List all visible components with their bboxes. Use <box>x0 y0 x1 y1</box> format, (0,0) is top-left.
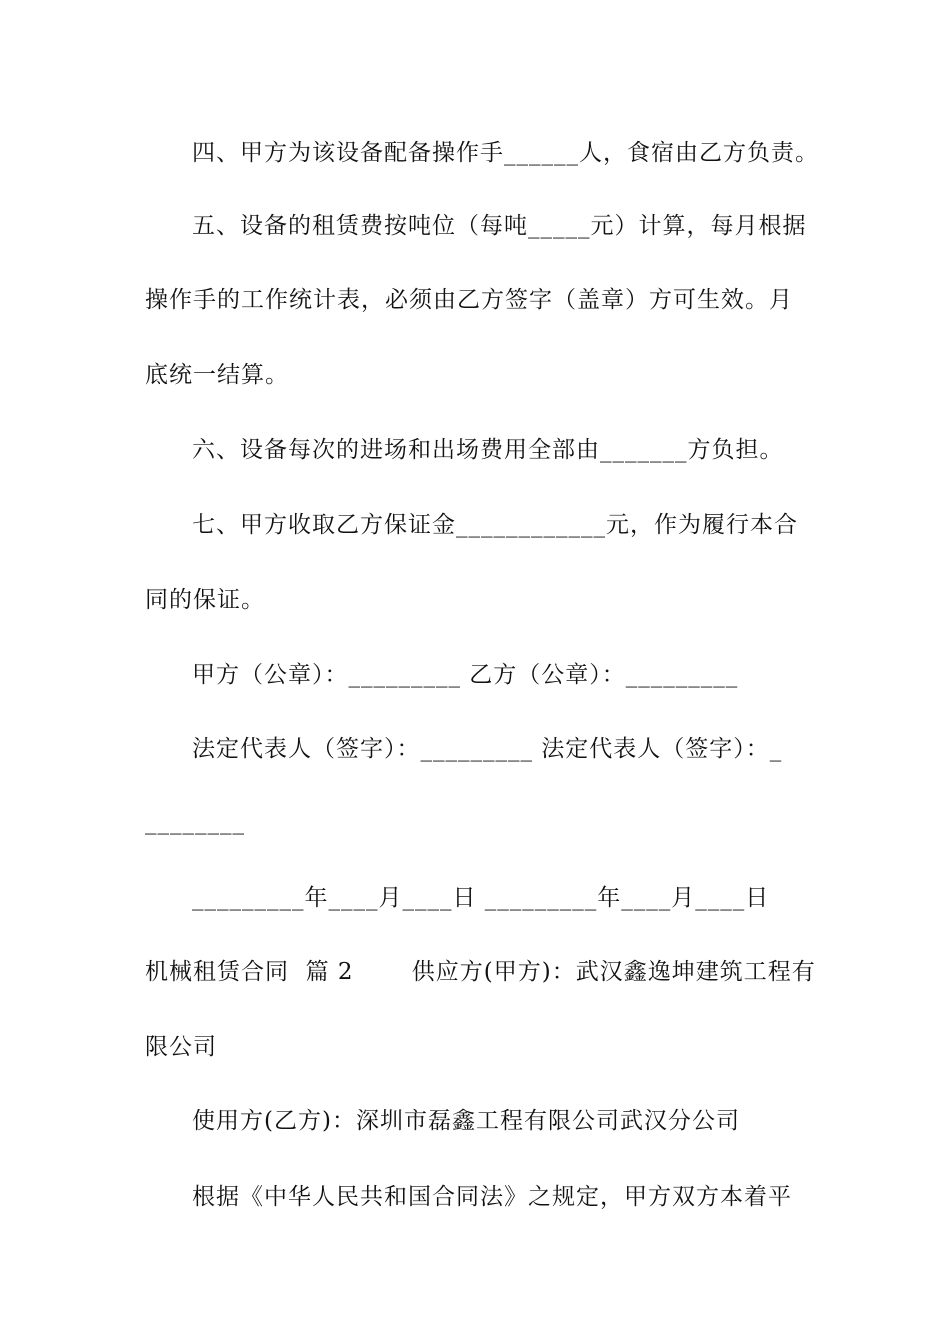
user-party-line: 使用方(乙方)：深圳市磊鑫工程有限公司武汉分公司 <box>192 1108 740 1134</box>
basis-line: 根据《中华人民共和国合同法》之规定，甲方双方本着平 <box>192 1184 792 1210</box>
date-line: _________年____月____日 _________年____月____日 <box>192 885 770 911</box>
representative-line-2: ________ <box>145 809 245 835</box>
clause-5-line-1: 五、设备的租赁费按吨位（每吨_____元）计算，每月根据 <box>192 213 807 239</box>
contract-2-heading-line: 机械租赁合同 篇 2 供应方(甲方)：武汉鑫逸坤建筑工程有 <box>145 959 816 985</box>
representative-line-1: 法定代表人（签字）：_________ 法定代表人（签字）：_ <box>192 736 783 762</box>
clause-6-line: 六、设备每次的进场和出场费用全部由_______方负担。 <box>192 437 784 463</box>
clause-7-line-2: 同的保证。 <box>145 587 265 613</box>
seal-line: 甲方（公章）：_________ 乙方（公章）：_________ <box>192 662 739 688</box>
clause-4-line: 四、甲方为该设备配备操作手______人，食宿由乙方负责。 <box>192 140 819 166</box>
clause-5-line-3: 底统一结算。 <box>145 362 289 388</box>
clause-7-line-1: 七、甲方收取乙方保证金____________元，作为履行本合 <box>192 512 798 538</box>
supplier-line-2: 限公司 <box>145 1034 217 1060</box>
clause-5-line-2: 操作手的工作统计表，必须由乙方签字（盖章）方可生效。月 <box>145 287 793 313</box>
